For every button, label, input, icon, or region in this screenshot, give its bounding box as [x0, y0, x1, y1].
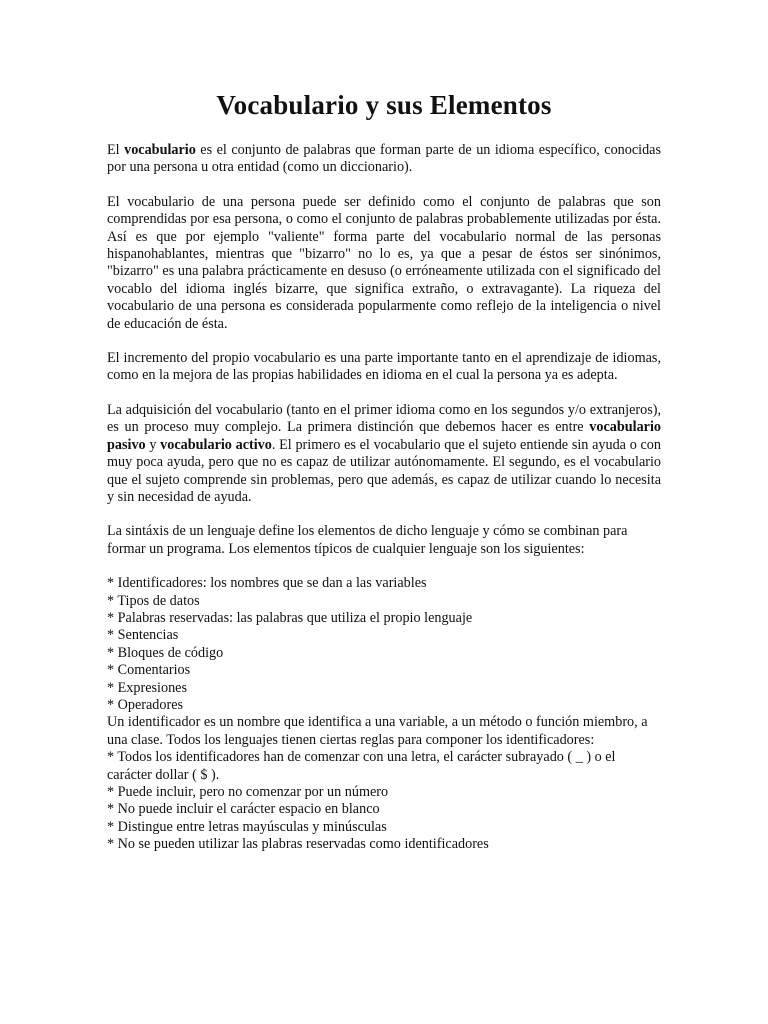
paragraph-acquisition	[107, 402, 661, 506]
page-title: Vocabulario y sus Elementos	[216, 90, 552, 120]
paragraph-syntax: La sintáxis de un lenguaje define los elementos de dicho lenguaje y cómo se combinan para formar un programa. Los elementos típicos de cualquier lenguaje son los siguientes:	[107, 523, 628, 557]
paragraph-definition-start: El	[107, 142, 125, 158]
term-vocabulario-activo: vocabulario activo	[160, 436, 272, 453]
list-item: * Comentarios	[107, 662, 191, 679]
list-item: * Puede incluir, pero no comenzar por un número	[107, 784, 389, 800]
paragraph-acquisition-end: . El primero es el vocabulario que el sujeto entiende sin ayuda o con muy poca ayuda, pero que no es capaz de utilizar autónomamente. El segundo, es el vocabulario que el sujeto comprende sin problemas, pero que además, es capaz de utilizar cuando lo necesita y sin necesidad de ayuda.	[107, 436, 661, 505]
list-item: * Bloques de código	[107, 644, 224, 661]
list-item: * Distingue entre letras mayúsculas y minúsculas	[107, 818, 387, 835]
paragraph-vocabulary-growth: El incremento del propio vocabulario es una parte importante tanto en el aprendizaje de idiomas, como en la mejora de las propias habilidades en idioma en el cual la persona ya es adepta.	[107, 350, 661, 384]
list-item: * Operadores	[107, 696, 184, 713]
list-item: * Todos los identificadores han de comenzar con una letra, el carácter subrayado ( _ ) o el carácter dollar ( $ ).	[107, 749, 616, 783]
list-item: * Tipos de datos	[107, 592, 200, 609]
paragraph-identifier: Un identificador es un nombre que identifica a una variable, a un método o función miembro, a una clase. Todos los lenguajes tienen ciertas reglas para componer los identificadores:	[107, 714, 648, 748]
paragraph-acquisition-joiner: y	[145, 436, 161, 453]
elements-list	[107, 575, 661, 714]
document-page	[107, 88, 661, 854]
list-item: * Sentencias	[107, 627, 179, 644]
list-item: * No se pueden utilizar las plabras reservadas como identificadores	[107, 836, 489, 853]
rules-list	[107, 749, 661, 853]
list-item: * Expresiones	[107, 679, 187, 696]
term-vocabulario: vocabulario	[124, 142, 196, 158]
list-item: * Palabras reservadas: las palabras que utiliza el propio lenguaje	[107, 609, 473, 626]
term-vocabulario-pasivo: vocabulario pasivo	[107, 419, 661, 453]
list-item: * No puede incluir el carácter espacio en blanco	[107, 801, 380, 818]
list-item: * Identificadores: los nombres que se dan a las variables	[107, 575, 427, 592]
paragraph-personal-vocabulary: El vocabulario de una persona puede ser definido como el conjunto de palabras que son comprendidas por esa persona, o como el conjunto de palabras probablemente utilizadas por ésta. Así es que por ejemplo "valiente" forma parte del vocabulario normal de las personas hispanohablantes, mientras que "bizarro" no lo es, ya que a pesar de éstos ser sinónimos, "bizarro" es una palabra prácticamente en desuso (o erróneamente utilizada con el significado del vocablo del idioma inglés bizarre, que significa extraño, o extravagante). La riqueza del vocabulario de una persona es considerada popularmente como reflejo de la inteligencia o nivel de educación de ésta.	[107, 193, 661, 332]
paragraph-definition-end: es el conjunto de palabras que forman parte de un idioma específico, conocidas por una persona u otra entidad (como un diccionario).	[107, 142, 662, 176]
paragraph-definition	[107, 142, 661, 177]
paragraph-acquisition-start: La adquisición del vocabulario (tanto en el primer idioma como en los segundos y/o extranjeros), es un proceso muy complejo. La primera distinción que debemos hacer es entre	[107, 401, 661, 436]
